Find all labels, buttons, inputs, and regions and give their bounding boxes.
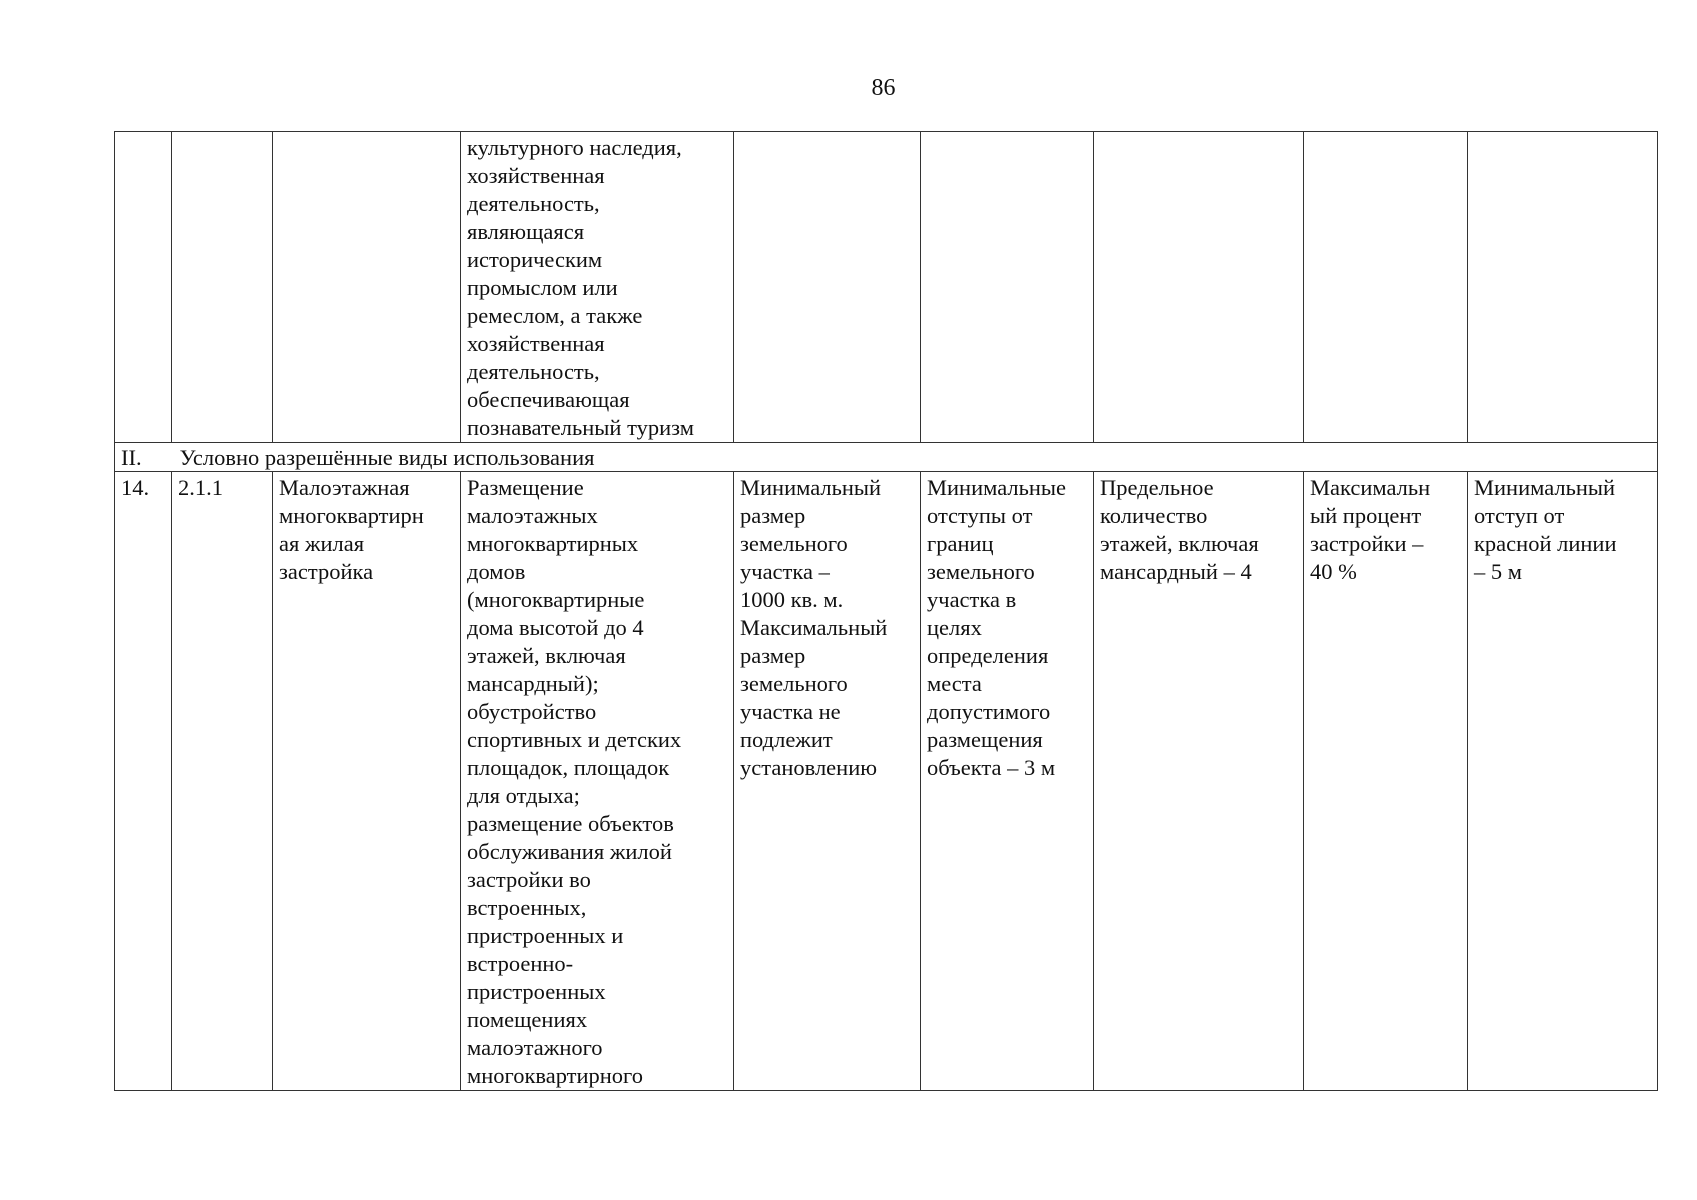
section-header-row: [115, 443, 1658, 472]
cell-floors: Предельное количество этажей, включая мансардный – 4: [1094, 472, 1304, 1091]
table-row-continuation: [115, 132, 1658, 443]
cell-red-line: Минимальный отступ от красной линии – 5 м: [1468, 472, 1658, 1091]
regulations-table: [114, 131, 1658, 1091]
page-number: 86: [871, 75, 896, 101]
cell-code: 2.1.1: [172, 472, 273, 1091]
cell-coverage: [1304, 132, 1468, 443]
cell-setbacks: Минимальные отступы от границ земельного участка в целях определения места допустимого размещения объекта – 3 м: [921, 472, 1094, 1091]
section-title: Условно разрешённые виды использования: [179, 445, 595, 470]
cell-red-line: [1468, 132, 1658, 443]
cell-num: [115, 132, 172, 443]
section-header: [115, 443, 1658, 472]
cell-plot-size: Минимальный размер земельного участка – 1000 кв. м. Максимальный размер земельного участка не подлежит установлению: [734, 472, 921, 1091]
cell-setbacks: [921, 132, 1094, 443]
cell-plot-size: [734, 132, 921, 443]
cell-floors: [1094, 132, 1304, 443]
table-row-14: [115, 472, 1658, 1091]
cell-coverage: Максимальн ый процент застройки – 40 %: [1304, 472, 1468, 1091]
cell-code: [172, 132, 273, 443]
cell-description: культурного наследия, хозяйственная деятельность, являющаяся историческим промыслом или ремеслом, а также хозяйственная деятельность, обеспечивающая познавательный туризм: [461, 132, 734, 443]
section-number: II.: [121, 445, 142, 470]
cell-name: Малоэтажная многоквартирн ая жилая застройка: [273, 472, 461, 1091]
cell-description: Размещение малоэтажных многоквартирных домов (многоквартирные дома высотой до 4 этажей, включая мансардный); обустройство спортивных и детских площадок, площадок для отдыха; размещение объектов обслуживания жилой застройки во встроенных, пристроенных и встроенно- пристроенных помещениях малоэтажного многоквартирного: [461, 472, 734, 1091]
cell-num: 14.: [115, 472, 172, 1091]
cell-name: [273, 132, 461, 443]
